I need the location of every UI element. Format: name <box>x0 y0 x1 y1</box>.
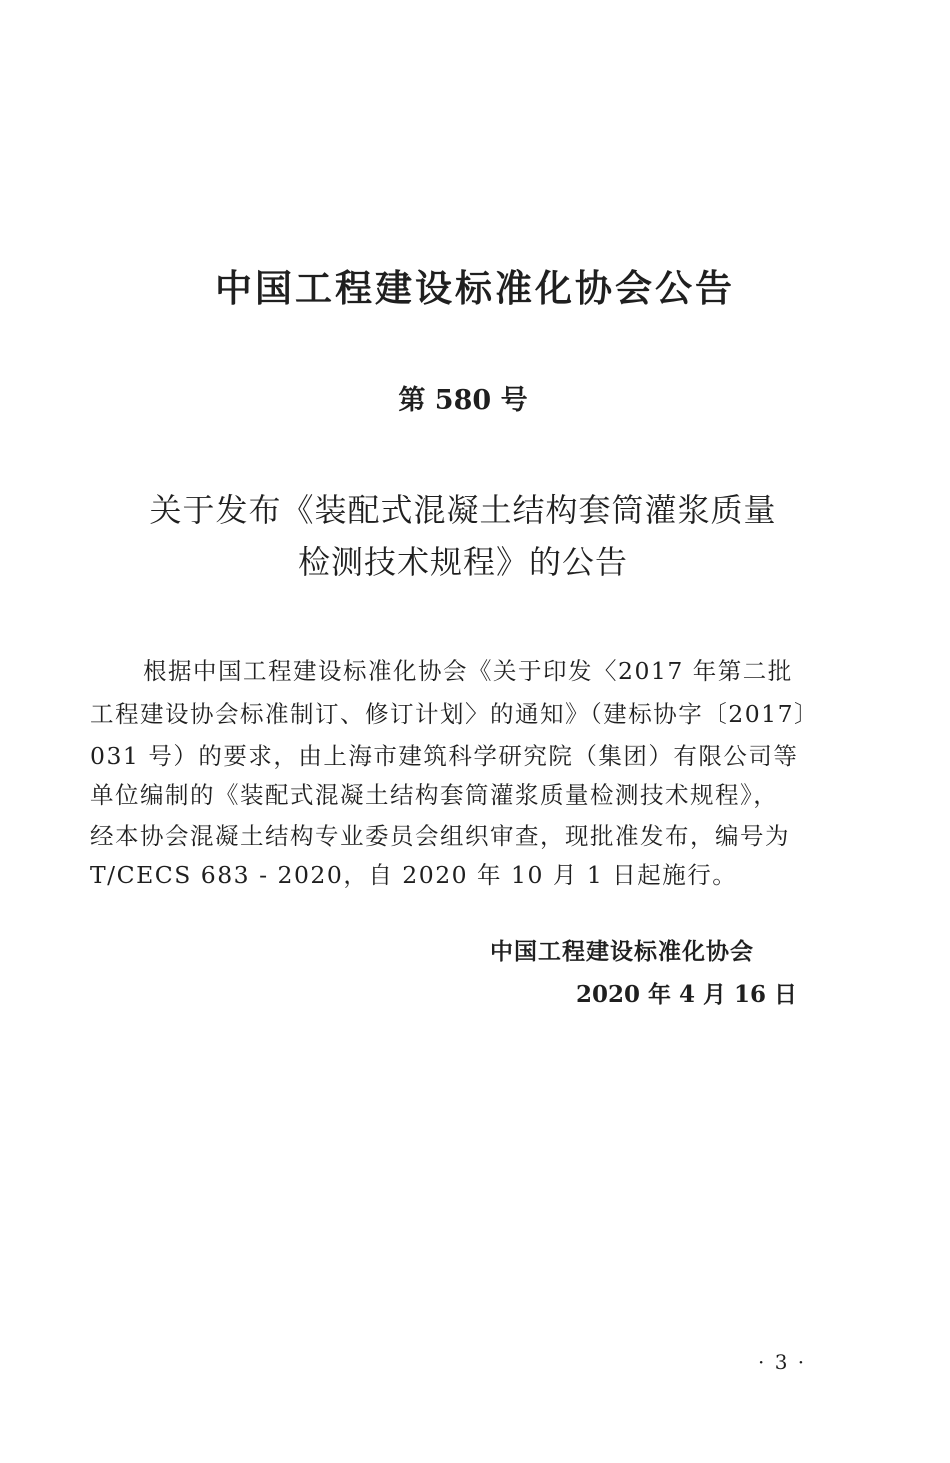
announcement-org-title: 中国工程建设标准化协会公告 <box>215 267 735 310</box>
body-line: 031 号）的要求，由上海市建筑科学研究院（集团）有限公司等 <box>90 742 799 770</box>
signature-date: 2020 年 4 月 16 日 <box>576 981 798 1008</box>
body-line: 工程建设协会标准制订、修订计划〉的通知》（建标协字〔2017〕 <box>90 700 820 728</box>
body-line: 根据中国工程建设标准化协会《关于印发〈2017 年第二批 <box>143 657 793 685</box>
subject-line-1: 关于发布《装配式混凝土结构套筒灌浆质量 <box>149 491 777 529</box>
signature-organization: 中国工程建设标准化协会 <box>490 939 754 965</box>
body-line: 经本协会混凝土结构专业委员会组织审查，现批准发布，编号为 <box>90 822 790 850</box>
body-line: T/CECS 683 - 2020，自 2020 年 10 月 1 日起施行。 <box>90 861 738 889</box>
page-number: · 3 · <box>758 1350 807 1374</box>
issue-number: 第 580 号 <box>398 385 528 416</box>
body-line: 单位编制的《装配式混凝土结构套筒灌浆质量检测技术规程》， <box>90 781 779 809</box>
subject-line-2: 检测技术规程》的公告 <box>297 543 628 581</box>
